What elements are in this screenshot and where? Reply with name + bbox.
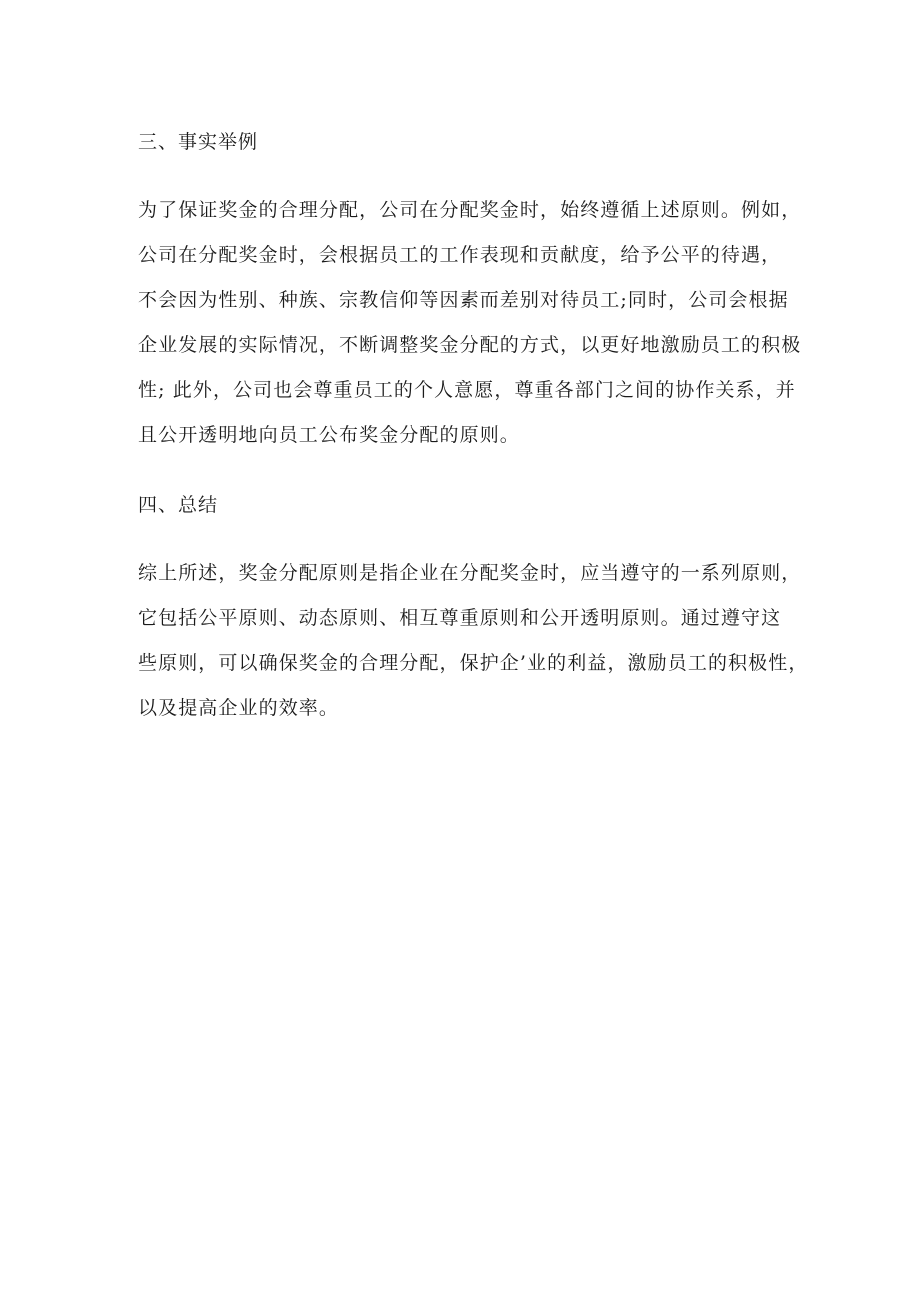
section-heading-summary: 四、总结 <box>138 494 219 516</box>
paragraph-line: 性; 此外，公司也会尊重员工的个人意愿，尊重各部门之间的协作关系，并 <box>138 379 796 401</box>
section-paragraph-summary <box>138 551 809 731</box>
paragraph-line: 且公开透明地向员工公布奖金分配的原则。 <box>138 424 520 446</box>
paragraph-line: 它包括公平原则、动态原则、相互尊重原则和公开透明原则。通过遵守这 <box>138 607 782 629</box>
paragraph-line: 企业发展的实际情况，不断调整奖金分配的方式，以更好地激励员工的积极 <box>138 334 802 356</box>
paragraph-line: 些原则，可以确保奖金的合理分配，保护企’业的利益，激励员工的积极性， <box>138 652 809 674</box>
paragraph-line: 综上所述，奖金分配原则是指企业在分配奖金时，应当遵守的一系列原则， <box>138 562 802 584</box>
paragraph-line: 不会因为性别、种族、宗教信仰等因素而差别对待员工;同时，公司会根据 <box>138 289 789 311</box>
document-body <box>138 126 809 731</box>
paragraph-line: 公司在分配奖金时，会根据员工的工作表现和贡献度，给予公平的待遇， <box>138 244 782 266</box>
paragraph-line: 为了保证奖金的合理分配，公司在分配奖金时，始终遵循上述原则。例如， <box>138 199 802 221</box>
section-heading-facts: 三、事实举例 <box>138 131 259 153</box>
section-paragraph-facts <box>138 188 802 458</box>
paragraph-line: 以及提高企业的效率。 <box>138 697 340 719</box>
